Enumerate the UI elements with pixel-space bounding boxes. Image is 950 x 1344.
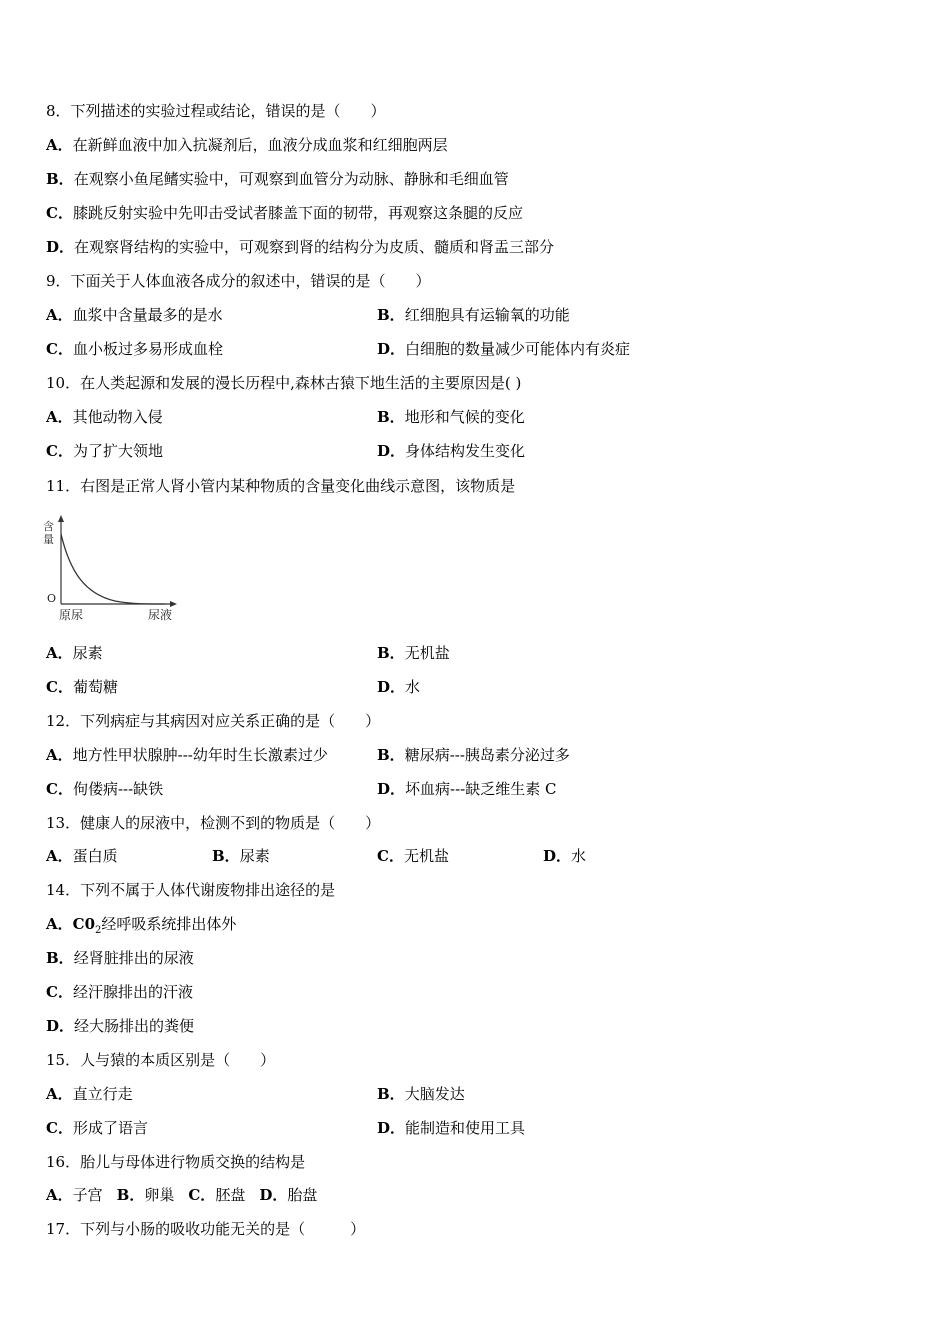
q10-option-d (377, 441, 525, 461)
q16-option-a (46, 1186, 103, 1204)
option-label: B． (377, 644, 405, 662)
option-label: B． (46, 949, 74, 967)
q12-option-c (46, 779, 163, 799)
x-start-label: 原尿 (59, 608, 84, 622)
option-text: 为了扩大领地 (72, 442, 163, 460)
option-text: 佝偻病---缺铁 (72, 780, 164, 798)
q8-option-a (46, 135, 448, 155)
q14-option-d (46, 1016, 194, 1036)
origin-label: O (47, 592, 57, 605)
option-text: 糖尿病---胰岛素分泌过多 (404, 746, 570, 764)
q14-option-b (46, 948, 194, 968)
option-text: 能制造和使用工具 (405, 1119, 526, 1137)
option-text: 卵巢 (144, 1186, 175, 1204)
option-text: 形成了语言 (72, 1119, 148, 1137)
option-label: A． (46, 136, 73, 154)
q11-stem: 11．右图是正常人肾小管内某种物质的含量变化曲线示意图，该物质是 (46, 477, 516, 495)
option-text: 身体结构发生变化 (405, 442, 526, 460)
q11-curve-figure (40, 512, 180, 624)
option-text: 在观察小鱼尾鳍实验中，可观察到血管分为动脉、静脉和毛细血管 (73, 170, 509, 188)
option-text: 地形和气候的变化 (404, 408, 525, 426)
option-label: A． (46, 1085, 73, 1103)
option-text: 坏血病---缺乏维生素 C (405, 780, 557, 798)
q9-option-d (377, 339, 630, 359)
option-text: 尿素 (72, 644, 103, 662)
q15-option-d (377, 1118, 525, 1138)
q11-option-b (377, 643, 450, 663)
option-label: D． (46, 238, 75, 256)
q9-option-b (377, 305, 570, 325)
option-text: 红细胞具有运输氧的功能 (404, 306, 570, 324)
q15-option-b (377, 1084, 465, 1104)
option-label: D． (377, 1119, 406, 1137)
option-text: 无机盐 (403, 847, 449, 865)
q10-option-c (46, 441, 163, 461)
option-label: C． (377, 847, 404, 865)
option-text: 在新鲜血液中加入抗凝剂后，血液分成血浆和红细胞两层 (72, 136, 448, 154)
option-label: C． (46, 204, 73, 222)
option-label: A． (46, 306, 73, 324)
option-label: B． (377, 746, 405, 764)
option-text: 其他动物入侵 (72, 408, 163, 426)
option-label: A． (46, 847, 73, 865)
option-text: 经肾脏排出的尿液 (73, 949, 194, 967)
q14-stem: 14．下列不属于人体代谢废物排出途径的是 (46, 881, 336, 899)
q12-option-b (377, 745, 570, 765)
option-text: 胎盘 (287, 1186, 318, 1204)
q9-option-a (46, 305, 223, 325)
q13-option-d (543, 846, 586, 866)
option-label: C． (46, 442, 73, 460)
q13-option-c (377, 846, 449, 866)
option-text: 子宫 (72, 1186, 103, 1204)
q11-option-c (46, 677, 118, 697)
q8-option-b (46, 169, 509, 189)
option-label: D． (377, 780, 406, 798)
q15-option-a (46, 1084, 133, 1104)
q16-option-c (188, 1186, 245, 1204)
option-text: 膝跳反射实验中先叩击受试者膝盖下面的韧带，再观察这条腿的反应 (72, 204, 523, 222)
option-text: 血小板过多易形成血栓 (72, 340, 223, 358)
option-label: B． (116, 1186, 145, 1204)
option-label: D． (543, 847, 572, 865)
q12-option-d (377, 779, 556, 799)
y-label-bottom: 量 (43, 533, 54, 546)
q15-stem: 15．人与猿的本质区别是（ ） (46, 1051, 276, 1069)
option-label: A． (46, 644, 73, 662)
q17-stem: 17．下列与小肠的吸收功能无关的是（ ） (46, 1220, 366, 1238)
q10-stem: 10．在人类起源和发展的漫长历程中,森林古猿下地生活的主要原因是( ) (46, 374, 522, 392)
option-text: 经呼吸系统排出体外 (101, 915, 237, 933)
q13-stem: 13．健康人的尿液中，检测不到的物质是（ ） (46, 814, 381, 832)
option-text: 地方性甲状腺肿---幼年时生长激素过少 (72, 746, 328, 764)
y-axis-arrow (58, 515, 64, 522)
q8-option-d (46, 237, 554, 257)
q14-option-c (46, 982, 193, 1002)
option-text: 大脑发达 (404, 1085, 465, 1103)
co2-text: C0 (72, 915, 96, 933)
option-text: 经汗腺排出的汗液 (72, 983, 193, 1001)
option-label: C． (46, 1119, 73, 1137)
y-label-top: 含 (43, 520, 54, 533)
option-label: B． (46, 170, 74, 188)
q13-option-b (212, 846, 270, 866)
q16-stem: 16．胎儿与母体进行物质交换的结构是 (46, 1153, 306, 1171)
option-text: 白细胞的数量减少可能体内有炎症 (405, 340, 631, 358)
q11-option-a (46, 643, 103, 663)
option-text: 直立行走 (72, 1085, 133, 1103)
q15-option-c (46, 1118, 148, 1138)
option-label: D． (377, 678, 406, 696)
x-axis-arrow (170, 601, 177, 607)
option-label: C． (46, 340, 73, 358)
option-text: 在观察肾结构的实验中，可观察到肾的结构分为皮质、髓质和肾盂三部分 (74, 238, 555, 256)
q9-stem: 9．下面关于人体血液各成分的叙述中，错误的是（ ） (46, 272, 431, 290)
option-label: C． (46, 678, 73, 696)
concentration-curve (61, 534, 165, 604)
option-label: A． (46, 1186, 73, 1204)
option-label: D． (377, 340, 406, 358)
option-label: D． (46, 1017, 75, 1035)
option-label: D． (259, 1186, 288, 1204)
option-label: D． (377, 442, 406, 460)
option-label: A． (46, 746, 73, 764)
option-text: 胚盘 (215, 1186, 246, 1204)
option-text: 无机盐 (404, 644, 450, 662)
q9-option-c (46, 339, 223, 359)
option-text: 蛋白质 (72, 847, 118, 865)
option-label: A． (46, 408, 73, 426)
q8-stem: 8．下列描述的实验过程或结论，错误的是（ ） (46, 102, 386, 120)
q16-option-b (117, 1186, 175, 1204)
option-label: A． (46, 915, 73, 933)
q11-option-d (377, 677, 420, 697)
option-text: 水 (405, 678, 421, 696)
q12-stem: 12．下列病症与其病因对应关系正确的是（ ） (46, 712, 381, 730)
q16-option-d (259, 1186, 317, 1204)
q14-option-a (46, 914, 236, 941)
option-label: C． (46, 780, 73, 798)
q10-option-a (46, 407, 163, 427)
q8-option-c (46, 203, 523, 223)
option-label: B． (377, 306, 405, 324)
q12-option-a (46, 745, 328, 765)
q16-options-inline (46, 1185, 317, 1205)
option-text: 葡萄糖 (72, 678, 118, 696)
option-label: C． (46, 983, 73, 1001)
option-text: 经大肠排出的粪便 (74, 1017, 195, 1035)
q13-option-a (46, 846, 118, 866)
option-label: C． (188, 1186, 216, 1204)
option-label: B． (212, 847, 240, 865)
option-text: 血浆中含量最多的是水 (72, 306, 223, 324)
x-end-label: 尿液 (148, 608, 173, 622)
option-label: B． (377, 1085, 405, 1103)
option-text: 尿素 (239, 847, 270, 865)
option-label: B． (377, 408, 405, 426)
option-text: 水 (571, 847, 587, 865)
co2-subscript: 2 (95, 925, 102, 936)
q10-option-b (377, 407, 525, 427)
